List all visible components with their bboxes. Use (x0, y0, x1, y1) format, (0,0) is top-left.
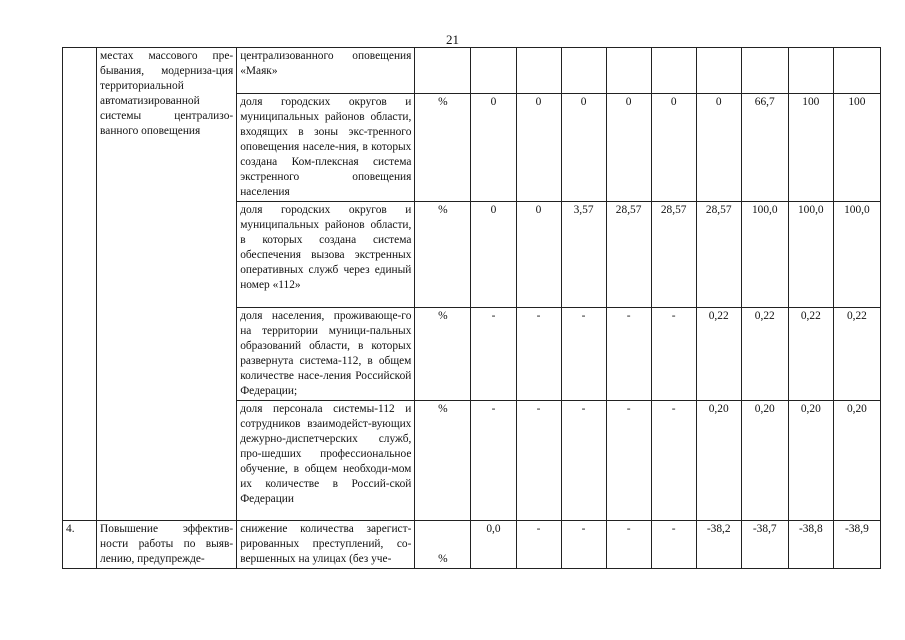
value-cell: 0,22 (741, 308, 788, 401)
value-cell: 28,57 (606, 202, 651, 308)
value-cell: 28,57 (696, 202, 741, 308)
indicator-cell: централизованного оповещения «Маяк» (237, 48, 415, 94)
value-cell: 0 (471, 202, 516, 308)
value-cell: - (471, 401, 516, 521)
value-cell (788, 48, 833, 94)
value-cell (606, 48, 651, 94)
page-number: 21 (446, 32, 459, 47)
value-cell (696, 48, 741, 94)
value-cell: 0,20 (696, 401, 741, 521)
value-cell: 0,22 (788, 308, 833, 401)
value-cell: - (606, 308, 651, 401)
value-cell: 0 (516, 94, 561, 202)
value-cell: - (606, 521, 651, 569)
unit-cell: % (415, 521, 471, 569)
value-cell: - (561, 401, 606, 521)
value-cell: 100,0 (741, 202, 788, 308)
value-cell: 100,0 (788, 202, 833, 308)
indicator-cell: доля населения, проживающе-го на территории муници-пальных образований области, в которых развернута система-112, в общем количестве насе-ления Российской Федерации; (237, 308, 415, 401)
value-cell: -38,2 (696, 521, 741, 569)
indicator-cell: снижение количества зарегист-рированных преступлений, со-вершенных на улицах (без уче- (237, 521, 415, 569)
value-cell: 0,20 (833, 401, 880, 521)
unit-cell: % (415, 308, 471, 401)
value-cell (651, 48, 696, 94)
value-cell: 28,57 (651, 202, 696, 308)
value-cell (833, 48, 880, 94)
value-cell: - (606, 401, 651, 521)
value-cell: - (516, 521, 561, 569)
value-cell: 0 (696, 94, 741, 202)
value-cell (471, 48, 516, 94)
value-cell: - (561, 521, 606, 569)
indicator-cell: доля городских округов и муниципальных районов области, в которых создана система обеспечения вызова экстренных оперативных служб через единый номер «112» (237, 202, 415, 308)
value-cell: 0 (471, 94, 516, 202)
goal-cell: местах массового пре-бывания, модерниза-ция территориальной автоматизированной системы централизо-ванного оповещения (97, 48, 237, 521)
table-row (63, 521, 881, 569)
value-cell: - (516, 308, 561, 401)
unit-cell (415, 48, 471, 94)
value-cell (561, 48, 606, 94)
value-cell: 0,0 (471, 521, 516, 569)
value-cell: - (651, 401, 696, 521)
value-cell: 0 (606, 94, 651, 202)
value-cell: - (471, 308, 516, 401)
value-cell: 0,20 (741, 401, 788, 521)
value-cell: 0 (516, 202, 561, 308)
value-cell: 100 (788, 94, 833, 202)
goal-cell: Повышение эффектив-ности работы по выяв-лению, предупрежде- (97, 521, 237, 569)
value-cell: - (561, 308, 606, 401)
value-cell: 3,57 (561, 202, 606, 308)
value-cell: 0,22 (696, 308, 741, 401)
value-cell: -38,8 (788, 521, 833, 569)
value-cell (741, 48, 788, 94)
value-cell: - (651, 308, 696, 401)
unit-cell: % (415, 94, 471, 202)
number-cell-empty (63, 48, 97, 521)
value-cell: 100 (833, 94, 880, 202)
value-cell: 0,20 (788, 401, 833, 521)
value-cell: 0,22 (833, 308, 880, 401)
value-cell: 0 (651, 94, 696, 202)
value-cell: 0 (561, 94, 606, 202)
table-row (63, 48, 881, 94)
row-number: 4. (63, 521, 97, 569)
value-cell: -38,7 (741, 521, 788, 569)
indicators-table (62, 47, 881, 569)
indicator-cell: доля городских округов и муниципальных районов области, входящих в зоны экс-тренного оповещения населе-ния, в которых создана Ком-плексная система экстренного оповещения населения (237, 94, 415, 202)
indicator-cell: доля персонала системы-112 и сотрудников взаимодейст-вующих дежурно-диспетчерских служб, про-шедших профессиональное обучение, в общем необходи-мом их количестве в Россий-ской Федерации (237, 401, 415, 521)
value-cell: -38,9 (833, 521, 880, 569)
unit-cell: % (415, 202, 471, 308)
value-cell: - (516, 401, 561, 521)
unit-cell: % (415, 401, 471, 521)
value-cell (516, 48, 561, 94)
value-cell: 66,7 (741, 94, 788, 202)
value-cell: - (651, 521, 696, 569)
value-cell: 100,0 (833, 202, 880, 308)
